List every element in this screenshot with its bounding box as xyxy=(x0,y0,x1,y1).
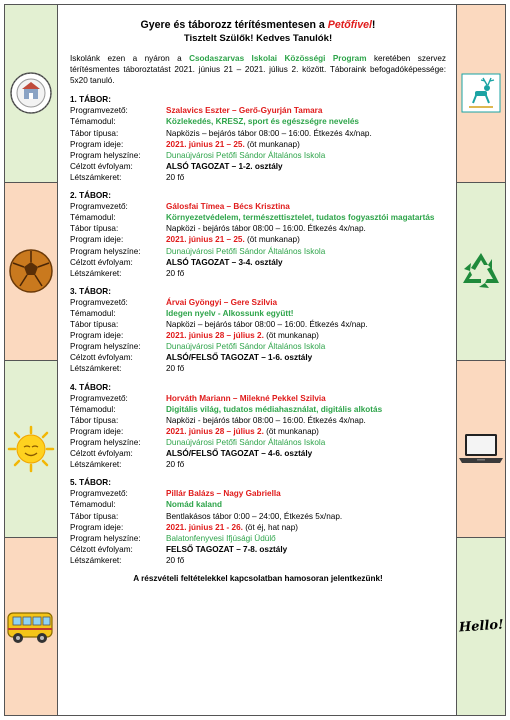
camp-block xyxy=(70,477,446,566)
camp-label-leader: Programvezető: xyxy=(70,393,128,403)
camp-value-leader: Pillár Balázs – Nagy Gabriella xyxy=(166,489,281,499)
camp-label-date: Program ideje: xyxy=(70,522,124,532)
camp-value-module: Idegen nyelv - Alkossunk együtt! xyxy=(166,308,294,318)
camp-label-date: Program ideje: xyxy=(70,139,124,149)
right-panel-1 xyxy=(457,5,505,183)
camp-value-capacity: 20 fő xyxy=(166,172,185,182)
camp-heading: 4. TÁBOR: xyxy=(70,382,111,392)
camp-label-venue: Program helyszíne: xyxy=(70,438,141,447)
camp-value-type: Napközi – bejárós tábor 08:00 – 16:00. Étkezés 4x/nap. xyxy=(166,320,368,330)
right-panel-4 xyxy=(457,538,505,715)
camp-value-type: Bentlakásos tábor 0:00 – 24:00, Étkezés 5x/nap. xyxy=(166,511,343,521)
deer-logo-icon xyxy=(461,73,501,113)
left-panel-2 xyxy=(5,183,57,361)
camp-label-module: Témamodul: xyxy=(70,308,116,318)
camp-label-leader: Programvezető: xyxy=(70,202,128,212)
camp-label-venue: Program helyszíne: xyxy=(70,342,141,352)
camp-row-type xyxy=(70,415,446,426)
camp-row-grade xyxy=(70,161,446,172)
camp-value-leader: Árvai Gyöngyi – Gere Szilvia xyxy=(166,297,278,307)
camp-label-venue: Program helyszíne: xyxy=(70,533,141,543)
camp-row-venue xyxy=(70,246,446,257)
camp-value-capacity: 20 fő xyxy=(166,268,185,278)
left-panel-3 xyxy=(5,361,57,539)
camp-row-date xyxy=(70,139,446,150)
camp-value-date: 2021. június 21 – 25. (öt munkanap) xyxy=(166,139,300,149)
camp-list xyxy=(70,94,446,566)
camp-value-grade: FELSŐ TAGOZAT – 7-8. osztály xyxy=(166,544,288,554)
camp-label-grade: Célzott évfolyam: xyxy=(70,449,133,459)
program-name: Csodaszarvas Iskolai Közösségi Program xyxy=(189,54,367,63)
camp-value-venue: Dunaújvárosi Petőfi Sándor Általános Iskola xyxy=(166,342,326,352)
recycle-icon xyxy=(459,249,503,293)
camp-label-date: Program ideje: xyxy=(70,426,124,436)
camp-row-capacity xyxy=(70,459,446,470)
camp-row-grade xyxy=(70,257,446,268)
left-panel-1 xyxy=(5,5,57,183)
camp-value-leader: Horváth Mariann – Milekné Pekkel Szilvia xyxy=(166,393,326,403)
laptop-icon xyxy=(457,431,505,467)
camp-value-capacity: 20 fő xyxy=(166,555,185,565)
camp-label-capacity: Létszámkeret: xyxy=(70,460,122,470)
footer-note: A részvételi feltételekkel kapcsolatban hamosoran jelentkezünk! xyxy=(133,574,383,584)
camp-row-venue xyxy=(70,437,446,448)
camp-row-leader xyxy=(70,393,446,404)
camp-row-type xyxy=(70,319,446,330)
camp-value-module: Nomád kaland xyxy=(166,500,222,510)
camp-label-module: Témamodul: xyxy=(70,117,116,127)
camp-value-capacity: 20 fő xyxy=(166,460,185,470)
camp-value-venue: Dunaújvárosi Petőfi Sándor Általános Iskola xyxy=(166,438,326,447)
camp-row-capacity xyxy=(70,555,446,566)
camp-value-capacity: 20 fő xyxy=(166,364,185,374)
camp-row-venue xyxy=(70,150,446,161)
camp-value-module: Digitális világ, tudatos médiahasználat, digitális alkotás xyxy=(166,404,383,414)
camp-value-grade: ALSÓ TAGOZAT – 3-4. osztály xyxy=(166,257,283,267)
camp-label-module: Témamodul: xyxy=(70,500,116,510)
camp-row-date xyxy=(70,330,446,341)
camp-value-leader: Gálosfai Tímea – Bécs Krisztina xyxy=(166,202,290,212)
camp-value-type: Napközis – bejárós tábor 08:00 – 16:00. Étkezés 4x/nap. xyxy=(166,128,372,138)
page-title: Gyere és táborozz térítésmentesen a Petőfivel! xyxy=(140,19,376,31)
camp-label-grade: Célzott évfolyam: xyxy=(70,353,133,363)
camp-label-capacity: Létszámkeret: xyxy=(70,555,122,565)
camp-value-grade: ALSÓ TAGOZAT – 1-2. osztály xyxy=(166,161,283,171)
camp-row-grade xyxy=(70,544,446,555)
camp-row-grade xyxy=(70,352,446,363)
camp-value-module: Környezetvédelem, természettisztelet, tudatos fogyasztói magatartás xyxy=(166,213,435,223)
camp-label-type: Tábor típusa: xyxy=(70,224,119,234)
camp-value-date: 2021. június 21 - 26. (öt éj, hat nap) xyxy=(166,522,298,532)
right-panel-2 xyxy=(457,183,505,361)
camp-label-module: Témamodul: xyxy=(70,213,116,223)
camp-block xyxy=(70,190,446,279)
camp-label-leader: Programvezető: xyxy=(70,297,128,307)
camp-row-module xyxy=(70,499,446,510)
camp-heading: 2. TÁBOR: xyxy=(70,191,111,201)
camp-row-leader xyxy=(70,297,446,308)
camp-row-date xyxy=(70,234,446,245)
camp-value-type: Napközi - bejárós tábor 08:00 – 16:00. Étkezés 4x/nap. xyxy=(166,415,366,425)
camp-label-grade: Célzott évfolyam: xyxy=(70,161,133,171)
camp-row-capacity xyxy=(70,268,446,279)
camp-value-leader: Szalavics Eszter – Gerő-Gyurján Tamara xyxy=(166,106,323,116)
camp-row-module xyxy=(70,212,446,223)
school-logo-icon xyxy=(9,71,53,115)
camp-row-module xyxy=(70,404,446,415)
camp-row-grade xyxy=(70,448,446,459)
camp-label-capacity: Létszámkeret: xyxy=(70,268,122,278)
camp-row-leader xyxy=(70,105,446,116)
camp-label-module: Témamodul: xyxy=(70,404,116,414)
intro-paragraph: Iskolánk ezen a nyáron a Csodaszarvas Iskolai Közösségi Program keretében szervez térítésmentes táboroztatást 2021. június 21 – 2021. július 2. között. Táboraink befogadóképessége: 5x20 tanuló. xyxy=(70,54,446,86)
camp-value-module: Közlekedés, KRESZ, sport és egészségre nevelés xyxy=(166,117,359,127)
camp-block xyxy=(70,382,446,471)
camp-value-grade: ALSÓ/FELSŐ TAGOZAT – 1-6. osztály xyxy=(166,353,313,363)
camp-label-capacity: Létszámkeret: xyxy=(70,364,122,374)
camp-value-grade: ALSÓ/FELSŐ TAGOZAT – 4-6. osztály xyxy=(166,449,313,459)
camp-label-capacity: Létszámkeret: xyxy=(70,172,122,182)
camp-row-capacity xyxy=(70,363,446,374)
camp-block xyxy=(70,94,446,183)
camp-row-type xyxy=(70,128,446,139)
camp-row-leader xyxy=(70,201,446,212)
camp-row-date xyxy=(70,426,446,437)
camp-value-date: 2021. június 21 – 25. (öt munkanap) xyxy=(166,235,300,245)
camp-row-module xyxy=(70,116,446,127)
hello-sticker-icon: Hello! xyxy=(458,617,504,636)
camp-label-type: Tábor típusa: xyxy=(70,511,119,521)
camp-row-type xyxy=(70,511,446,522)
camp-label-grade: Célzott évfolyam: xyxy=(70,257,133,267)
sun-icon xyxy=(7,425,55,473)
camp-block xyxy=(70,286,446,375)
camp-row-capacity xyxy=(70,172,446,183)
camp-label-venue: Program helyszíne: xyxy=(70,150,141,160)
school-bus-icon xyxy=(5,607,57,647)
camp-heading: 5. TÁBOR: xyxy=(70,478,111,488)
camp-row-venue xyxy=(70,533,446,544)
camp-row-venue xyxy=(70,341,446,352)
title-highlight: Petőfivel xyxy=(327,19,372,31)
camp-label-type: Tábor típusa: xyxy=(70,320,119,330)
soccer-ball-icon xyxy=(8,248,54,294)
flyer-page xyxy=(4,4,506,716)
camp-label-type: Tábor típusa: xyxy=(70,415,119,425)
camp-row-leader xyxy=(70,488,446,499)
camp-value-date: 2021. június 28 – július 2. (öt munkanap) xyxy=(166,331,319,341)
camp-row-type xyxy=(70,223,446,234)
left-decor-column xyxy=(5,5,58,715)
content-column xyxy=(58,5,456,715)
camp-value-date: 2021. június 28 – július 2. (öt munkanap) xyxy=(166,426,319,436)
camp-label-date: Program ideje: xyxy=(70,331,124,341)
camp-value-type: Napközi - bejárós tábor 08:00 – 16:00. Étkezés 4x/nap. xyxy=(166,224,366,234)
camp-value-venue: Balatonfenyvesi Ifjúsági Üdülő xyxy=(166,533,276,543)
camp-label-leader: Programvezető: xyxy=(70,489,128,499)
right-decor-column xyxy=(456,5,505,715)
camp-heading: 1. TÁBOR: xyxy=(70,95,111,105)
camp-label-type: Tábor típusa: xyxy=(70,128,119,138)
left-panel-4 xyxy=(5,538,57,715)
camp-label-leader: Programvezető: xyxy=(70,106,128,116)
camp-value-venue: Dunaújvárosi Petőfi Sándor Általános Iskola xyxy=(166,246,326,256)
camp-row-module xyxy=(70,308,446,319)
camp-row-date xyxy=(70,522,446,533)
camp-label-date: Program ideje: xyxy=(70,235,124,245)
camp-heading: 3. TÁBOR: xyxy=(70,286,111,296)
page-subtitle: Tisztelt Szülők! Kedves Tanulók! xyxy=(183,33,333,44)
camp-label-venue: Program helyszíne: xyxy=(70,246,141,256)
camp-value-venue: Dunaújvárosi Petőfi Sándor Általános Iskola xyxy=(166,150,326,160)
camp-label-grade: Célzott évfolyam: xyxy=(70,544,133,554)
right-panel-3 xyxy=(457,361,505,539)
